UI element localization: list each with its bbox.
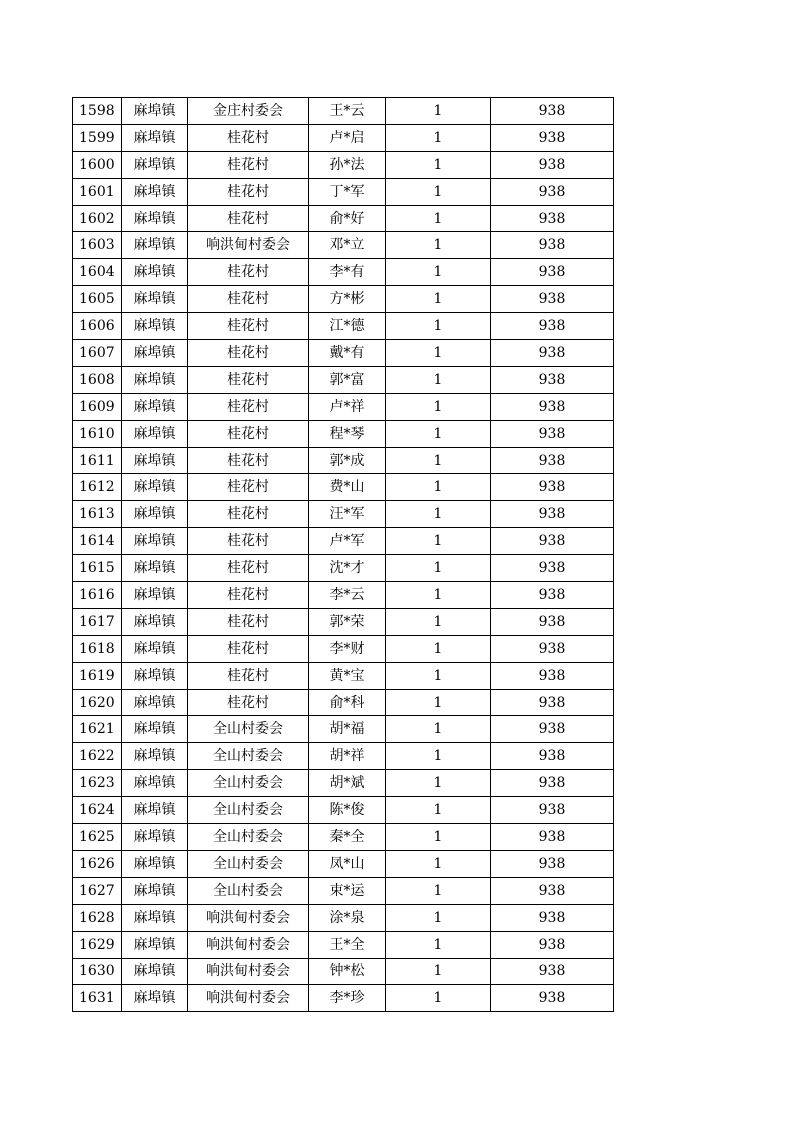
town-cell: 麻埠镇 xyxy=(122,366,188,393)
village-cell: 全山村委会 xyxy=(188,797,309,824)
roster-table-body xyxy=(73,98,614,1012)
town-cell: 麻埠镇 xyxy=(122,635,188,662)
name-cell: 束*运 xyxy=(309,877,386,904)
name-cell: 费*山 xyxy=(309,474,386,501)
amount-cell: 938 xyxy=(491,662,614,689)
table-row xyxy=(73,824,614,851)
amount-cell: 938 xyxy=(491,770,614,797)
row-number: 1617 xyxy=(73,608,122,635)
table-row xyxy=(73,340,614,367)
town-cell: 麻埠镇 xyxy=(122,582,188,609)
name-cell: 胡*福 xyxy=(309,716,386,743)
table-row xyxy=(73,555,614,582)
table-row xyxy=(73,582,614,609)
count-cell: 1 xyxy=(386,447,491,474)
count-cell: 1 xyxy=(386,98,491,125)
count-cell: 1 xyxy=(386,528,491,555)
count-cell: 1 xyxy=(386,689,491,716)
village-cell: 响洪甸村委会 xyxy=(188,904,309,931)
village-cell: 全山村委会 xyxy=(188,770,309,797)
count-cell: 1 xyxy=(386,259,491,286)
row-number: 1615 xyxy=(73,555,122,582)
table-row xyxy=(73,743,614,770)
village-cell: 响洪甸村委会 xyxy=(188,985,309,1012)
name-cell: 卢*军 xyxy=(309,528,386,555)
town-cell: 麻埠镇 xyxy=(122,877,188,904)
count-cell: 1 xyxy=(386,582,491,609)
village-cell: 桂花村 xyxy=(188,340,309,367)
count-cell: 1 xyxy=(386,340,491,367)
row-number: 1603 xyxy=(73,232,122,259)
town-cell: 麻埠镇 xyxy=(122,850,188,877)
table-row xyxy=(73,474,614,501)
town-cell: 麻埠镇 xyxy=(122,501,188,528)
name-cell: 孙*法 xyxy=(309,151,386,178)
count-cell: 1 xyxy=(386,555,491,582)
table-row xyxy=(73,98,614,125)
village-cell: 桂花村 xyxy=(188,205,309,232)
row-number: 1613 xyxy=(73,501,122,528)
amount-cell: 938 xyxy=(491,313,614,340)
name-cell: 卢*启 xyxy=(309,124,386,151)
amount-cell: 938 xyxy=(491,501,614,528)
amount-cell: 938 xyxy=(491,286,614,313)
town-cell: 麻埠镇 xyxy=(122,716,188,743)
name-cell: 黄*宝 xyxy=(309,662,386,689)
amount-cell: 938 xyxy=(491,474,614,501)
village-cell: 金庄村委会 xyxy=(188,98,309,125)
town-cell: 麻埠镇 xyxy=(122,689,188,716)
amount-cell: 938 xyxy=(491,797,614,824)
town-cell: 麻埠镇 xyxy=(122,393,188,420)
table-row xyxy=(73,232,614,259)
row-number: 1611 xyxy=(73,447,122,474)
village-cell: 桂花村 xyxy=(188,420,309,447)
amount-cell: 938 xyxy=(491,824,614,851)
table-row xyxy=(73,662,614,689)
row-number: 1631 xyxy=(73,985,122,1012)
name-cell: 郭*成 xyxy=(309,447,386,474)
town-cell: 麻埠镇 xyxy=(122,98,188,125)
row-number: 1625 xyxy=(73,824,122,851)
name-cell: 秦*全 xyxy=(309,824,386,851)
town-cell: 麻埠镇 xyxy=(122,985,188,1012)
count-cell: 1 xyxy=(386,904,491,931)
village-cell: 桂花村 xyxy=(188,259,309,286)
name-cell: 涂*泉 xyxy=(309,904,386,931)
village-cell: 桂花村 xyxy=(188,286,309,313)
town-cell: 麻埠镇 xyxy=(122,608,188,635)
name-cell: 俞*好 xyxy=(309,205,386,232)
name-cell: 卢*祥 xyxy=(309,393,386,420)
town-cell: 麻埠镇 xyxy=(122,151,188,178)
row-number: 1610 xyxy=(73,420,122,447)
village-cell: 桂花村 xyxy=(188,582,309,609)
count-cell: 1 xyxy=(386,797,491,824)
name-cell: 王*云 xyxy=(309,98,386,125)
town-cell: 麻埠镇 xyxy=(122,528,188,555)
count-cell: 1 xyxy=(386,850,491,877)
amount-cell: 938 xyxy=(491,958,614,985)
row-number: 1609 xyxy=(73,393,122,420)
row-number: 1628 xyxy=(73,904,122,931)
town-cell: 麻埠镇 xyxy=(122,259,188,286)
name-cell: 郭*富 xyxy=(309,366,386,393)
amount-cell: 938 xyxy=(491,98,614,125)
count-cell: 1 xyxy=(386,178,491,205)
amount-cell: 938 xyxy=(491,743,614,770)
table-row xyxy=(73,770,614,797)
town-cell: 麻埠镇 xyxy=(122,340,188,367)
town-cell: 麻埠镇 xyxy=(122,555,188,582)
name-cell: 胡*祥 xyxy=(309,743,386,770)
village-cell: 全山村委会 xyxy=(188,824,309,851)
village-cell: 全山村委会 xyxy=(188,716,309,743)
table-row xyxy=(73,447,614,474)
count-cell: 1 xyxy=(386,716,491,743)
row-number: 1602 xyxy=(73,205,122,232)
count-cell: 1 xyxy=(386,313,491,340)
town-cell: 麻埠镇 xyxy=(122,904,188,931)
village-cell: 全山村委会 xyxy=(188,743,309,770)
village-cell: 桂花村 xyxy=(188,689,309,716)
table-row xyxy=(73,501,614,528)
row-number: 1619 xyxy=(73,662,122,689)
row-number: 1605 xyxy=(73,286,122,313)
village-cell: 桂花村 xyxy=(188,555,309,582)
count-cell: 1 xyxy=(386,985,491,1012)
row-number: 1622 xyxy=(73,743,122,770)
name-cell: 沈*才 xyxy=(309,555,386,582)
amount-cell: 938 xyxy=(491,582,614,609)
name-cell: 钟*松 xyxy=(309,958,386,985)
town-cell: 麻埠镇 xyxy=(122,824,188,851)
village-cell: 桂花村 xyxy=(188,313,309,340)
village-cell: 全山村委会 xyxy=(188,850,309,877)
table-row xyxy=(73,635,614,662)
name-cell: 俞*科 xyxy=(309,689,386,716)
village-cell: 桂花村 xyxy=(188,528,309,555)
table-row xyxy=(73,877,614,904)
name-cell: 方*彬 xyxy=(309,286,386,313)
table-row xyxy=(73,850,614,877)
village-cell: 桂花村 xyxy=(188,474,309,501)
count-cell: 1 xyxy=(386,420,491,447)
count-cell: 1 xyxy=(386,393,491,420)
amount-cell: 938 xyxy=(491,877,614,904)
town-cell: 麻埠镇 xyxy=(122,743,188,770)
count-cell: 1 xyxy=(386,958,491,985)
amount-cell: 938 xyxy=(491,205,614,232)
village-cell: 桂花村 xyxy=(188,608,309,635)
amount-cell: 938 xyxy=(491,178,614,205)
amount-cell: 938 xyxy=(491,151,614,178)
village-cell: 桂花村 xyxy=(188,151,309,178)
town-cell: 麻埠镇 xyxy=(122,447,188,474)
count-cell: 1 xyxy=(386,286,491,313)
table-row xyxy=(73,797,614,824)
row-number: 1606 xyxy=(73,313,122,340)
row-number: 1608 xyxy=(73,366,122,393)
row-number: 1604 xyxy=(73,259,122,286)
village-cell: 桂花村 xyxy=(188,178,309,205)
name-cell: 胡*斌 xyxy=(309,770,386,797)
count-cell: 1 xyxy=(386,662,491,689)
name-cell: 丁*军 xyxy=(309,178,386,205)
count-cell: 1 xyxy=(386,770,491,797)
village-cell: 桂花村 xyxy=(188,366,309,393)
table-row xyxy=(73,205,614,232)
table-row xyxy=(73,286,614,313)
table-row xyxy=(73,178,614,205)
name-cell: 汪*军 xyxy=(309,501,386,528)
row-number: 1624 xyxy=(73,797,122,824)
town-cell: 麻埠镇 xyxy=(122,474,188,501)
town-cell: 麻埠镇 xyxy=(122,662,188,689)
name-cell: 陈*俊 xyxy=(309,797,386,824)
name-cell: 郭*荣 xyxy=(309,608,386,635)
amount-cell: 938 xyxy=(491,528,614,555)
village-cell: 桂花村 xyxy=(188,447,309,474)
count-cell: 1 xyxy=(386,151,491,178)
name-cell: 李*有 xyxy=(309,259,386,286)
row-number: 1607 xyxy=(73,340,122,367)
row-number: 1598 xyxy=(73,98,122,125)
amount-cell: 938 xyxy=(491,635,614,662)
table-row xyxy=(73,420,614,447)
town-cell: 麻埠镇 xyxy=(122,313,188,340)
row-number: 1618 xyxy=(73,635,122,662)
town-cell: 麻埠镇 xyxy=(122,958,188,985)
table-row xyxy=(73,151,614,178)
amount-cell: 938 xyxy=(491,420,614,447)
table-row xyxy=(73,393,614,420)
count-cell: 1 xyxy=(386,366,491,393)
row-number: 1599 xyxy=(73,124,122,151)
name-cell: 戴*有 xyxy=(309,340,386,367)
name-cell: 李*云 xyxy=(309,582,386,609)
amount-cell: 938 xyxy=(491,232,614,259)
table-row xyxy=(73,985,614,1012)
table-row xyxy=(73,528,614,555)
name-cell: 李*财 xyxy=(309,635,386,662)
village-cell: 响洪甸村委会 xyxy=(188,232,309,259)
amount-cell: 938 xyxy=(491,985,614,1012)
amount-cell: 938 xyxy=(491,904,614,931)
amount-cell: 938 xyxy=(491,555,614,582)
town-cell: 麻埠镇 xyxy=(122,232,188,259)
row-number: 1601 xyxy=(73,178,122,205)
amount-cell: 938 xyxy=(491,340,614,367)
table-row xyxy=(73,958,614,985)
table-row xyxy=(73,931,614,958)
amount-cell: 938 xyxy=(491,366,614,393)
count-cell: 1 xyxy=(386,501,491,528)
count-cell: 1 xyxy=(386,124,491,151)
row-number: 1630 xyxy=(73,958,122,985)
row-number: 1627 xyxy=(73,877,122,904)
row-number: 1616 xyxy=(73,582,122,609)
table-row xyxy=(73,124,614,151)
row-number: 1614 xyxy=(73,528,122,555)
village-cell: 全山村委会 xyxy=(188,877,309,904)
village-cell: 桂花村 xyxy=(188,393,309,420)
row-number: 1621 xyxy=(73,716,122,743)
row-number: 1623 xyxy=(73,770,122,797)
amount-cell: 938 xyxy=(491,716,614,743)
count-cell: 1 xyxy=(386,232,491,259)
town-cell: 麻埠镇 xyxy=(122,797,188,824)
amount-cell: 938 xyxy=(491,850,614,877)
town-cell: 麻埠镇 xyxy=(122,124,188,151)
table-row xyxy=(73,689,614,716)
count-cell: 1 xyxy=(386,824,491,851)
table-row xyxy=(73,904,614,931)
name-cell: 李*珍 xyxy=(309,985,386,1012)
amount-cell: 938 xyxy=(491,259,614,286)
count-cell: 1 xyxy=(386,608,491,635)
table-row xyxy=(73,608,614,635)
count-cell: 1 xyxy=(386,205,491,232)
village-cell: 桂花村 xyxy=(188,124,309,151)
name-cell: 江*德 xyxy=(309,313,386,340)
row-number: 1626 xyxy=(73,850,122,877)
table-row xyxy=(73,716,614,743)
row-number: 1629 xyxy=(73,931,122,958)
town-cell: 麻埠镇 xyxy=(122,420,188,447)
row-number: 1612 xyxy=(73,474,122,501)
row-number: 1620 xyxy=(73,689,122,716)
table-row xyxy=(73,259,614,286)
roster-table xyxy=(72,97,614,1012)
town-cell: 麻埠镇 xyxy=(122,178,188,205)
town-cell: 麻埠镇 xyxy=(122,931,188,958)
village-cell: 响洪甸村委会 xyxy=(188,931,309,958)
table-row xyxy=(73,366,614,393)
amount-cell: 938 xyxy=(491,393,614,420)
town-cell: 麻埠镇 xyxy=(122,770,188,797)
town-cell: 麻埠镇 xyxy=(122,205,188,232)
village-cell: 响洪甸村委会 xyxy=(188,958,309,985)
count-cell: 1 xyxy=(386,743,491,770)
count-cell: 1 xyxy=(386,877,491,904)
row-number: 1600 xyxy=(73,151,122,178)
count-cell: 1 xyxy=(386,635,491,662)
amount-cell: 938 xyxy=(491,447,614,474)
name-cell: 王*全 xyxy=(309,931,386,958)
name-cell: 凤*山 xyxy=(309,850,386,877)
name-cell: 邓*立 xyxy=(309,232,386,259)
amount-cell: 938 xyxy=(491,124,614,151)
town-cell: 麻埠镇 xyxy=(122,286,188,313)
village-cell: 桂花村 xyxy=(188,635,309,662)
table-row xyxy=(73,313,614,340)
village-cell: 桂花村 xyxy=(188,501,309,528)
count-cell: 1 xyxy=(386,931,491,958)
amount-cell: 938 xyxy=(491,689,614,716)
name-cell: 程*琴 xyxy=(309,420,386,447)
amount-cell: 938 xyxy=(491,608,614,635)
count-cell: 1 xyxy=(386,474,491,501)
village-cell: 桂花村 xyxy=(188,662,309,689)
amount-cell: 938 xyxy=(491,931,614,958)
